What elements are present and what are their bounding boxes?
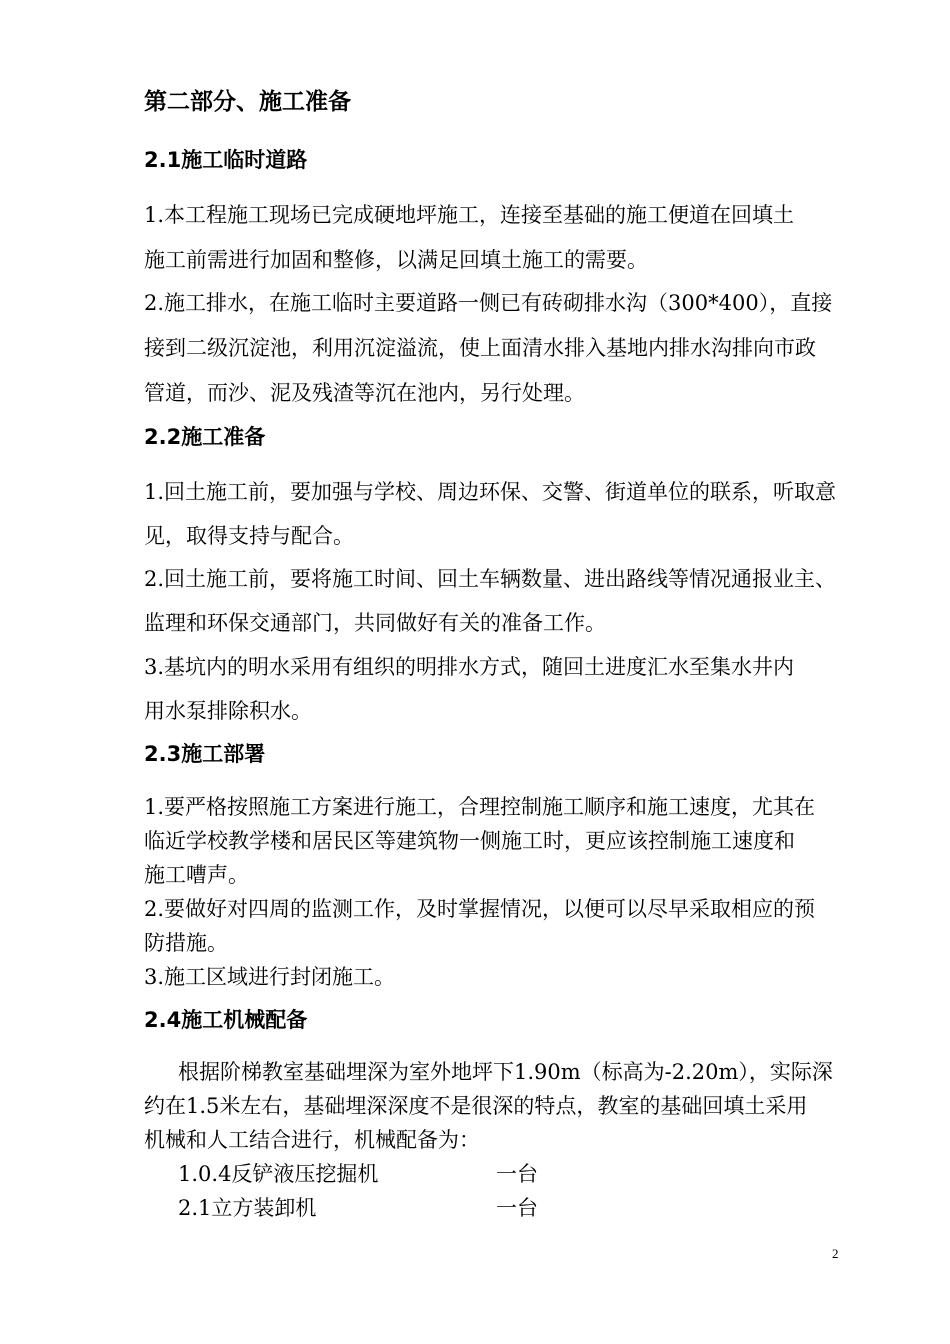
paragraph-line: 3.基坑内的明水采用有组织的明排水方式，随回土进度汇水至集水井内: [144, 655, 795, 679]
paragraph-line: 机械和人工结合进行，机械配备为：: [144, 1128, 480, 1152]
paragraph-line: 管道，而沙、泥及残渣等沉在池内，另行处理。: [144, 381, 585, 405]
paragraph-line: 1.要严格按照施工方案进行施工，合理控制施工顺序和施工速度，尤其在: [144, 795, 816, 819]
paragraph-line: 3.施工区域进行封闭施工。: [144, 965, 396, 989]
paragraph-line: 接到二级沉淀池，利用沉淀溢流，使上面清水排入基地内排水沟排向市政: [144, 336, 816, 360]
equipment-qty: 一台: [496, 1196, 538, 1220]
paragraph-line: 用水泵排除积水。: [144, 699, 312, 723]
equipment-name: 2.1立方装卸机: [178, 1196, 317, 1220]
paragraph-line: 根据阶梯教室基础埋深为室外地坪下1.90m（标高为-2.20m），实际深: [178, 1060, 833, 1084]
paragraph-line: 临近学校教学楼和居民区等建筑物一侧施工时，更应该控制施工速度和: [144, 829, 795, 853]
paragraph-line: 2.回土施工前，要将施工时间、回土车辆数量、进出路线等情况通报业主、: [144, 567, 837, 591]
paragraph-line: 防措施。: [144, 931, 228, 955]
equipment-qty: 一台: [496, 1162, 538, 1186]
paragraph-line: 施工嘈声。: [144, 863, 249, 887]
paragraph-line: 施工前需进行加固和整修，以满足回填土施工的需要。: [144, 248, 648, 272]
equipment-item: [178, 1194, 778, 1222]
paragraph-line: 1.本工程施工现场已完成硬地坪施工，连接至基础的施工便道在回填土: [144, 203, 795, 227]
paragraph-line: 2.施工排水，在施工临时主要道路一侧已有砖砌排水沟（300*400），直接: [144, 291, 833, 315]
paragraph-line: 约在1.5米左右，基础埋深深度不是很深的特点，教室的基础回填土采用: [144, 1094, 808, 1118]
page-title: 第二部分、施工准备: [144, 89, 351, 115]
equipment-item: [178, 1160, 778, 1188]
section-heading-2-4: 2.4施工机械配备: [144, 1008, 308, 1032]
paragraph-line: 1.回土施工前，要加强与学校、周边环保、交警、街道单位的联系，听取意: [144, 480, 837, 504]
paragraph-line: 见，取得支持与配合。: [144, 524, 354, 548]
equipment-name: 1.0.4反铲液压挖掘机: [178, 1162, 379, 1186]
paragraph-line: 2.要做好对四周的监测工作，及时掌握情况，以便可以尽早采取相应的预: [144, 897, 816, 921]
section-heading-2-2: 2.2施工准备: [144, 425, 266, 449]
page-number: 2: [832, 1246, 839, 1261]
section-heading-2-3: 2.3施工部署: [144, 742, 266, 766]
paragraph-line: 监理和环保交通部门，共同做好有关的准备工作。: [144, 611, 606, 635]
section-heading-2-1: 2.1施工临时道路: [144, 148, 308, 172]
